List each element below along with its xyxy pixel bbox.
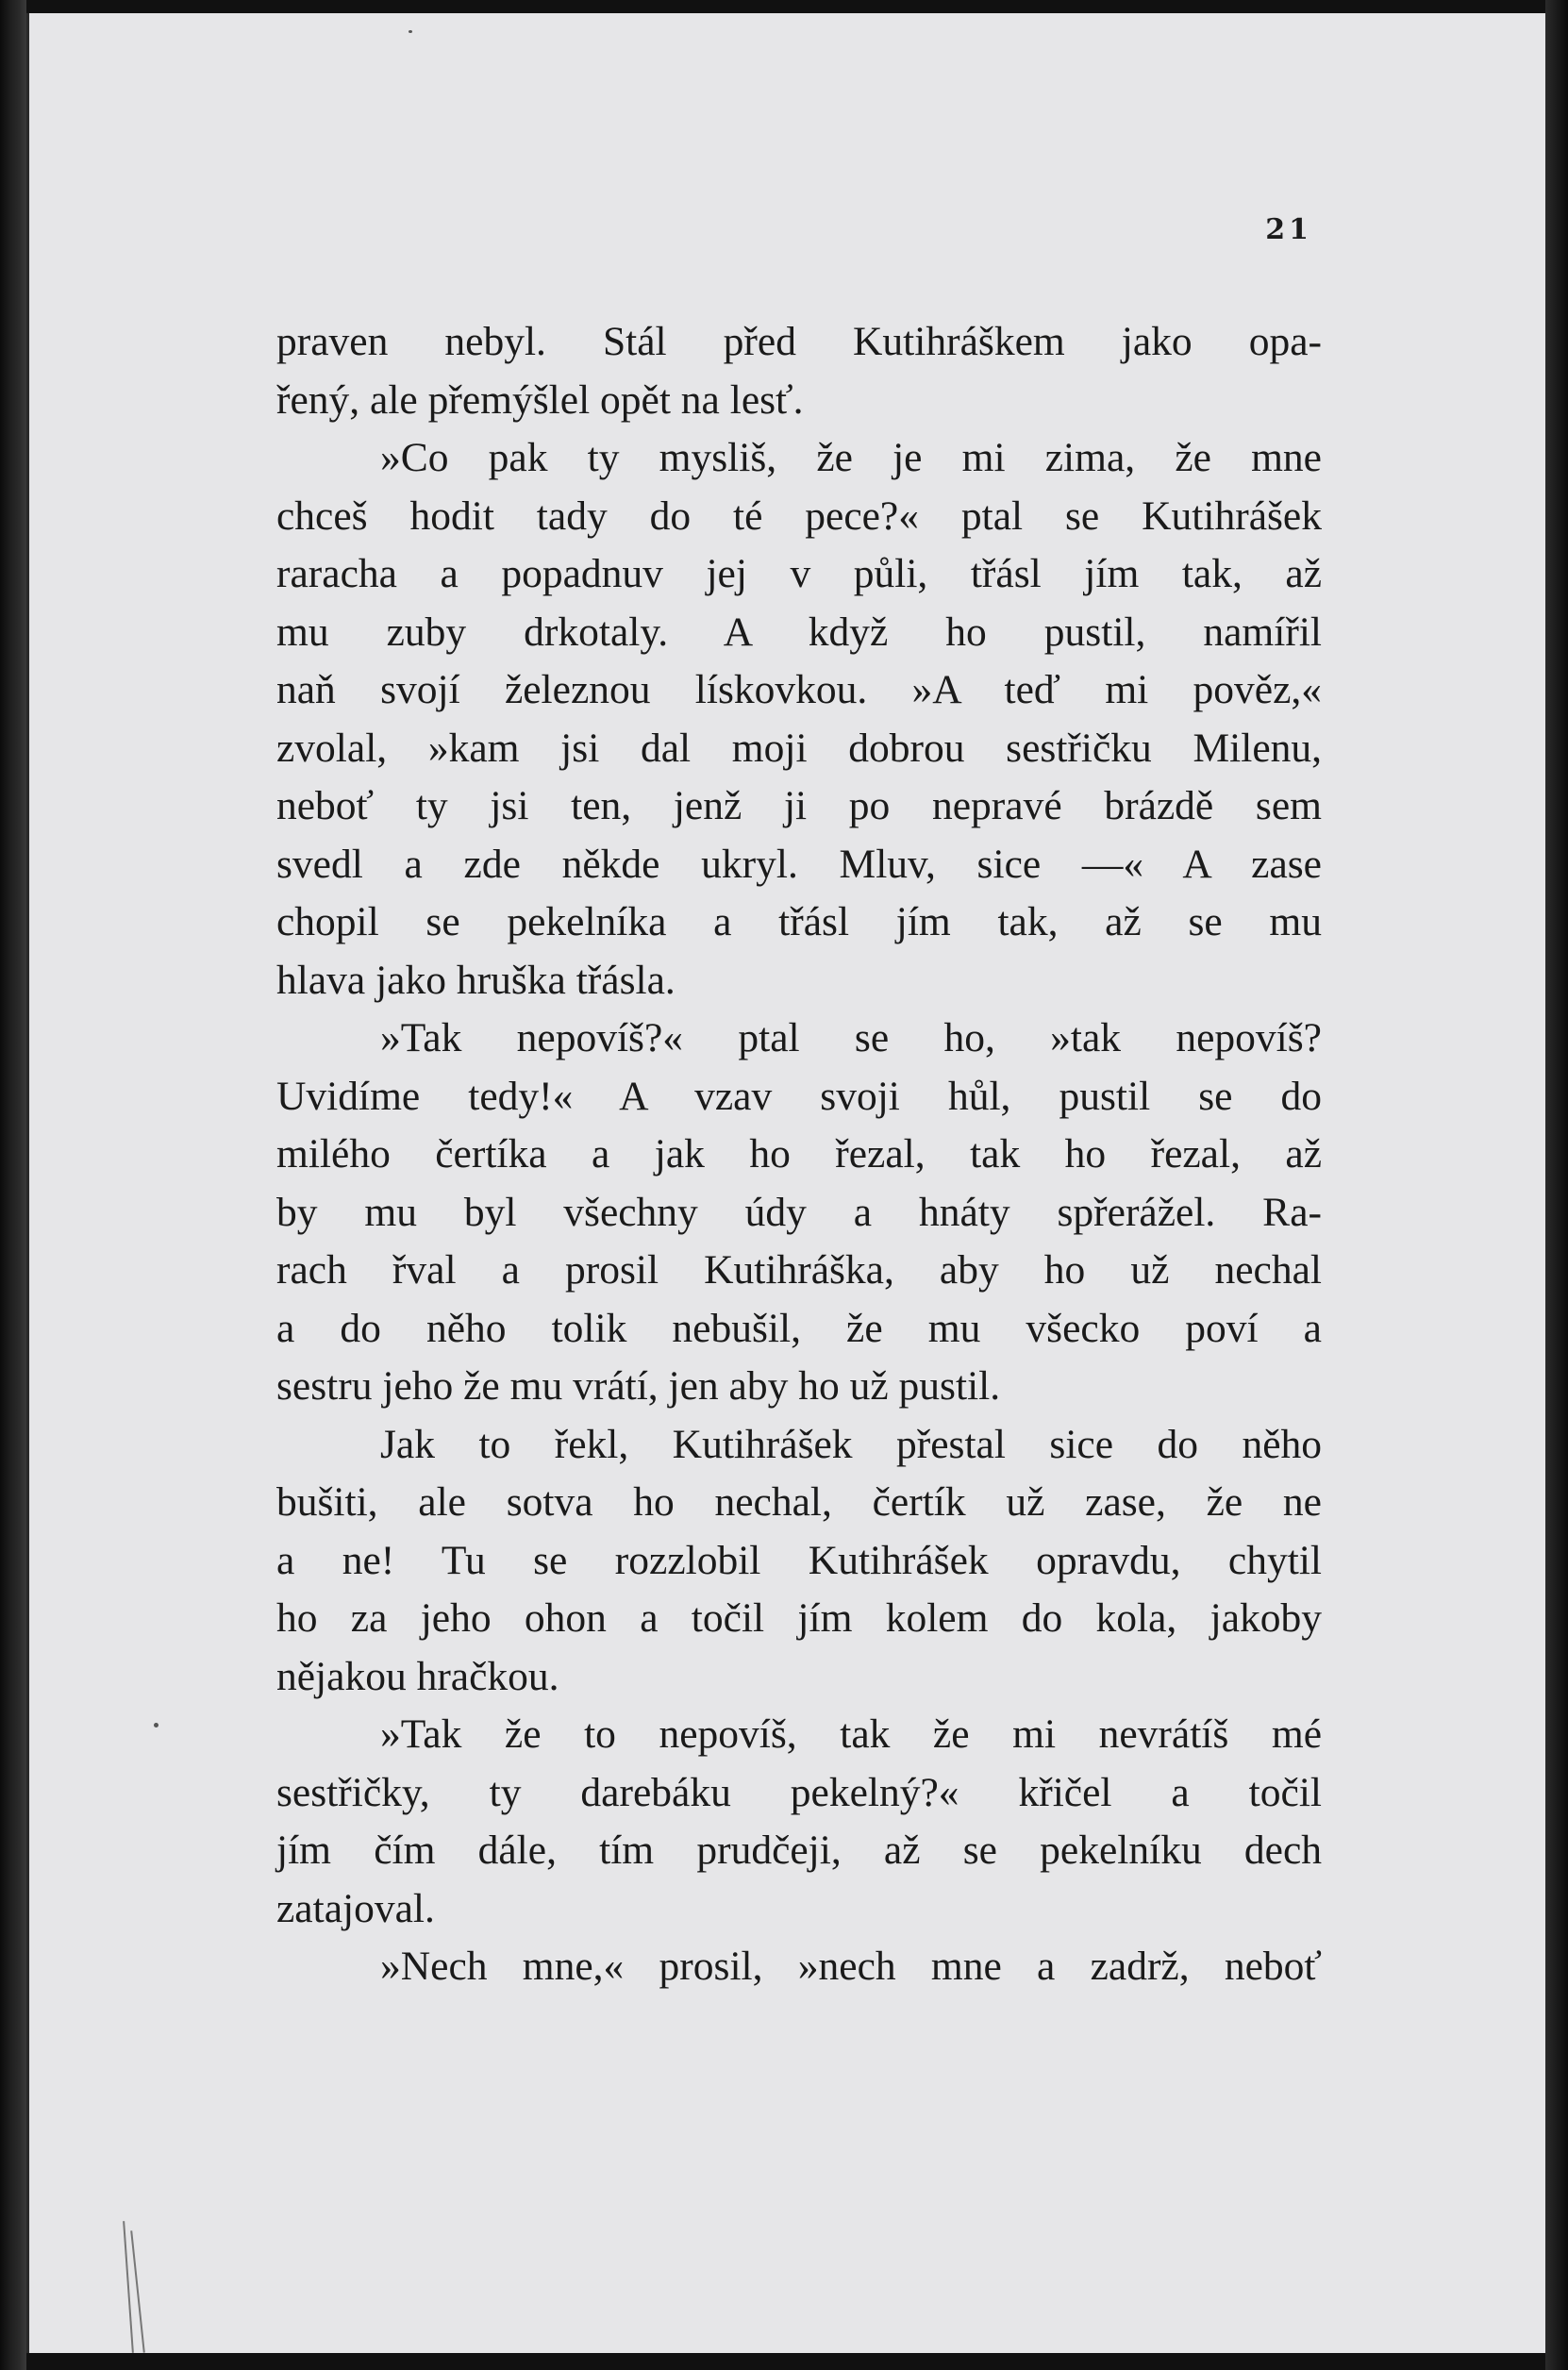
- text-line: zatajoval.: [276, 1885, 435, 1931]
- text-line: by mu byl všechny údy a hnáty spřerážel. Ra-: [276, 1189, 1322, 1235]
- text-line: sestru jeho že mu vrátí, jen aby ho už pustil.: [276, 1363, 1001, 1409]
- text-line: rach řval a prosil Kutihráška, aby ho už nechal: [276, 1247, 1322, 1293]
- text-line: Uvidíme tedy!« A vzav svoji hůl, pustil se do: [276, 1073, 1322, 1119]
- text-line: bušiti, ale sotva ho nechal, čertík už zase, že ne: [276, 1479, 1322, 1525]
- text-line: »Tak nepovíš?« ptal se ho, »tak nepovíš?: [380, 1015, 1322, 1060]
- text-line: raracha a popadnuv jej v půli, třásl jím tak, až: [276, 551, 1322, 596]
- text-line: nějakou hračkou.: [276, 1653, 559, 1699]
- speck-mark: [154, 1723, 158, 1727]
- text-line: jím čím dále, tím prudčeji, až se pekelníku dech: [276, 1828, 1322, 1873]
- text-line: a ne! Tu se rozzlobil Kutihrášek opravdu, chytil: [276, 1537, 1322, 1583]
- text-line: svedl a zde někde ukryl. Mluv, sice —« A zase: [276, 841, 1322, 887]
- text-line: řený, ale přemýšlel opět na lesť.: [276, 376, 804, 423]
- page-right-edge: [1545, 0, 1568, 2370]
- text-line: a do něho tolik nebušil, že mu všecko poví a: [276, 1305, 1322, 1351]
- book-page: [26, 13, 1548, 2353]
- text-line: ho za jeho ohon a točil jím kolem do kola, jakoby: [276, 1595, 1322, 1641]
- text-line: chceš hodit tady do té pece?« ptal se Kutihrášek: [276, 492, 1322, 539]
- speck-mark: [409, 30, 412, 33]
- page-number: 21: [1265, 213, 1312, 246]
- text-line: hlava jako hruška třásla.: [276, 957, 676, 1003]
- text-line: chopil se pekelníka a třásl jím tak, až se mu: [276, 899, 1322, 944]
- text-line: Jak to řekl, Kutihrášek přestal sice do něho: [380, 1421, 1322, 1467]
- text-line: milého čertíka a jak ho řezal, tak ho řezal, až: [276, 1131, 1322, 1177]
- text-line: naň svojí železnou lískovkou. »A teď mi pověz,«: [276, 667, 1322, 712]
- text-line: »Tak že to nepovíš, tak že mi nevrátíš mé: [380, 1711, 1322, 1757]
- body-text: [276, 313, 1322, 1996]
- text-line: mu zuby drkotaly. A když ho pustil, namířil: [276, 609, 1322, 655]
- text-line: zvolal, »kam jsi dal moji dobrou sestřičku Milenu,: [276, 725, 1322, 771]
- text-line: praven nebyl. Stál před Kutihráškem jako opa-: [276, 319, 1322, 364]
- book-spine-edge: [0, 0, 26, 2370]
- text-line: sestřičky, ty darebáku pekelný?« křičel a točil: [276, 1769, 1322, 1815]
- text-line: »Co pak ty mysliš, že je mi zima, že mne: [380, 435, 1322, 480]
- text-line: »Nech mne,« prosil, »nech mne a zadrž, neboť: [380, 1944, 1322, 1989]
- text-line: neboť ty jsi ten, jenž ji po nepravé brázdě sem: [276, 783, 1322, 828]
